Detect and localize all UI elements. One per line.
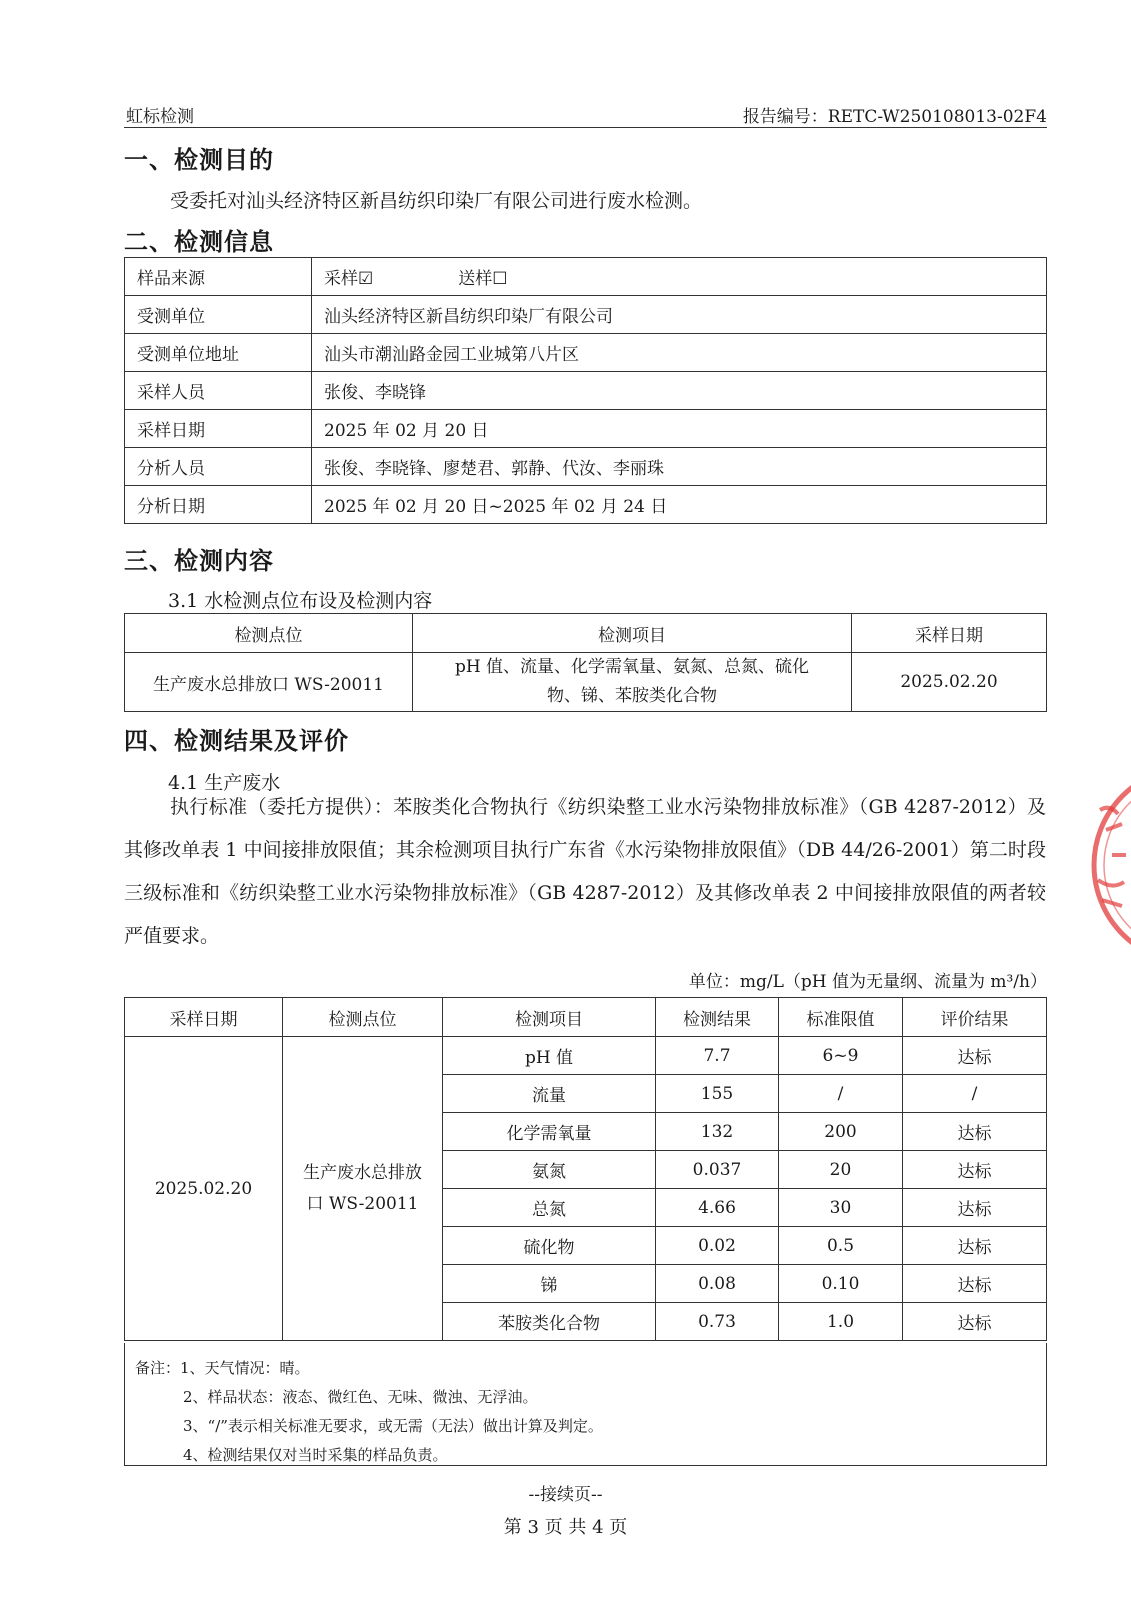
section-4-title: 四、检测结果及评价	[124, 726, 349, 755]
result-limit: /	[779, 1075, 903, 1113]
table-header-row	[125, 998, 1047, 1037]
info-value: 汕头经济特区新昌纺织印染厂有限公司	[312, 296, 1047, 334]
section-1-title: 一、检测目的	[124, 145, 274, 174]
column-header: 检测项目	[443, 998, 656, 1037]
result-eval: 达标	[903, 1227, 1047, 1265]
result-limit: 30	[779, 1189, 903, 1227]
plan-table	[124, 613, 1047, 712]
info-value: 汕头市潮汕路金园工业城第八片区	[312, 334, 1047, 372]
table-row	[125, 334, 1047, 372]
standard-text	[124, 786, 1046, 958]
result-point	[283, 1037, 443, 1341]
column-header: 检测项目	[413, 614, 852, 653]
result-value: 7.7	[656, 1037, 779, 1075]
plan-items-line2: 物、锑、苯胺类化合物	[547, 686, 717, 706]
result-limit: 20	[779, 1151, 903, 1189]
seal-ring	[1094, 767, 1131, 963]
table-row	[125, 1037, 1047, 1075]
seal-stamp-icon	[1082, 760, 1131, 970]
note-2: 2、样品状态：液态、微红色、无味、微浊、无浮油。	[183, 1388, 538, 1406]
info-key: 样品来源	[125, 258, 312, 296]
table-row	[125, 410, 1047, 448]
result-point-line1: 生产废水总排放	[303, 1162, 422, 1183]
report-number: 报告编号：RETC-W250108013-02F4	[742, 107, 1047, 127]
info-key: 采样日期	[125, 410, 312, 448]
result-eval: 达标	[903, 1265, 1047, 1303]
result-eval: 达标	[903, 1151, 1047, 1189]
result-item: 总氮	[443, 1189, 656, 1227]
section-2-title: 二、检测信息	[124, 227, 274, 256]
result-eval: /	[903, 1075, 1047, 1113]
note-1: 备注：1、天气情况：晴。	[135, 1359, 310, 1377]
table-row	[125, 653, 1047, 712]
result-eval: 达标	[903, 1037, 1047, 1075]
result-eval: 达标	[903, 1189, 1047, 1227]
header-divider	[124, 127, 1047, 128]
column-header: 检测结果	[656, 998, 779, 1037]
info-key: 分析人员	[125, 448, 312, 486]
result-limit: 1.0	[779, 1303, 903, 1341]
info-value: 2025 年 02 月 20 日~2025 年 02 月 24 日	[312, 486, 1047, 524]
result-item: 苯胺类化合物	[443, 1303, 656, 1341]
result-item: 化学需氧量	[443, 1113, 656, 1151]
result-eval: 达标	[903, 1113, 1047, 1151]
page-number: 第 3 页 共 4 页	[503, 1517, 628, 1538]
result-value: 0.08	[656, 1265, 779, 1303]
table-row	[125, 372, 1047, 410]
result-value: 0.73	[656, 1303, 779, 1341]
result-item: 硫化物	[443, 1227, 656, 1265]
info-key: 受测单位	[125, 296, 312, 334]
plan-date: 2025.02.20	[852, 653, 1047, 712]
column-header: 评价结果	[903, 998, 1047, 1037]
unit-note: 单位：mg/L（pH 值为无量纲、流量为 m³/h）	[688, 972, 1047, 992]
result-value: 4.66	[656, 1189, 779, 1227]
column-header: 标准限值	[779, 998, 903, 1037]
column-header: 采样日期	[125, 998, 283, 1037]
info-key: 分析日期	[125, 486, 312, 524]
result-value: 155	[656, 1075, 779, 1113]
result-limit: 0.5	[779, 1227, 903, 1265]
plan-items	[413, 653, 852, 712]
result-item: 流量	[443, 1075, 656, 1113]
notes-box	[124, 1343, 1047, 1466]
column-header: 采样日期	[852, 614, 1047, 653]
results-table	[124, 997, 1047, 1341]
info-value: 张俊、李晓锋、廖楚君、郭静、代汝、李丽珠	[312, 448, 1047, 486]
result-item: 氨氮	[443, 1151, 656, 1189]
info-value: 张俊、李晓锋	[312, 372, 1047, 410]
result-eval: 达标	[903, 1303, 1047, 1341]
table-header-row	[125, 614, 1047, 653]
table-row	[125, 448, 1047, 486]
note-4: 4、检测结果仅对当时采集的样品负责。	[183, 1446, 448, 1464]
plan-items-line1: pH 值、流量、化学需氧量、氨氮、总氮、硫化	[454, 657, 810, 677]
result-item: 锑	[443, 1265, 656, 1303]
result-date: 2025.02.20	[125, 1037, 283, 1341]
result-value: 0.037	[656, 1151, 779, 1189]
standard-paragraph: 执行标准（委托方提供）：苯胺类化合物执行《纺织染整工业水污染物排放标准》（GB 4287-2012）及其修改单表 1 中间接排放限值；其余检测项目执行广东省《水污染物排放限值》（DB 44/26-2001）第二时段三级标准和《纺织染整工业水污染物排放标准》（GB 4287-2012）及其修改单表 2 中间接排放限值的两者较严值要求。	[124, 796, 1046, 947]
table-row	[125, 296, 1047, 334]
info-value: 2025 年 02 月 20 日	[312, 410, 1047, 448]
section-3-subtitle: 3.1 水检测点位布设及检测内容	[168, 590, 433, 612]
result-limit: 0.10	[779, 1265, 903, 1303]
table-row	[125, 486, 1047, 524]
result-value: 0.02	[656, 1227, 779, 1265]
note-3: 3、“/”表示相关标准无要求，或无需（无法）做出计算及判定。	[183, 1417, 603, 1435]
info-value: 采样☑ 送样☐	[312, 258, 1047, 296]
info-key: 受测单位地址	[125, 334, 312, 372]
org-name: 虹标检测	[126, 107, 194, 127]
info-table	[124, 257, 1047, 524]
table-row	[125, 258, 1047, 296]
section-4-subtitle: 4.1 生产废水	[168, 772, 281, 794]
purpose-text: 受委托对汕头经济特区新昌纺织印染厂有限公司进行废水检测。	[170, 190, 703, 212]
plan-point: 生产废水总排放口 WS-20011	[125, 653, 413, 712]
result-point-line2: 口 WS-20011	[306, 1193, 419, 1214]
continued-marker: --接续页--	[528, 1485, 603, 1505]
column-header: 检测点位	[283, 998, 443, 1037]
section-3-title: 三、检测内容	[124, 546, 274, 575]
result-limit: 6~9	[779, 1037, 903, 1075]
column-header: 检测点位	[125, 614, 413, 653]
result-item: pH 值	[443, 1037, 656, 1075]
result-value: 132	[656, 1113, 779, 1151]
info-key: 采样人员	[125, 372, 312, 410]
result-limit: 200	[779, 1113, 903, 1151]
